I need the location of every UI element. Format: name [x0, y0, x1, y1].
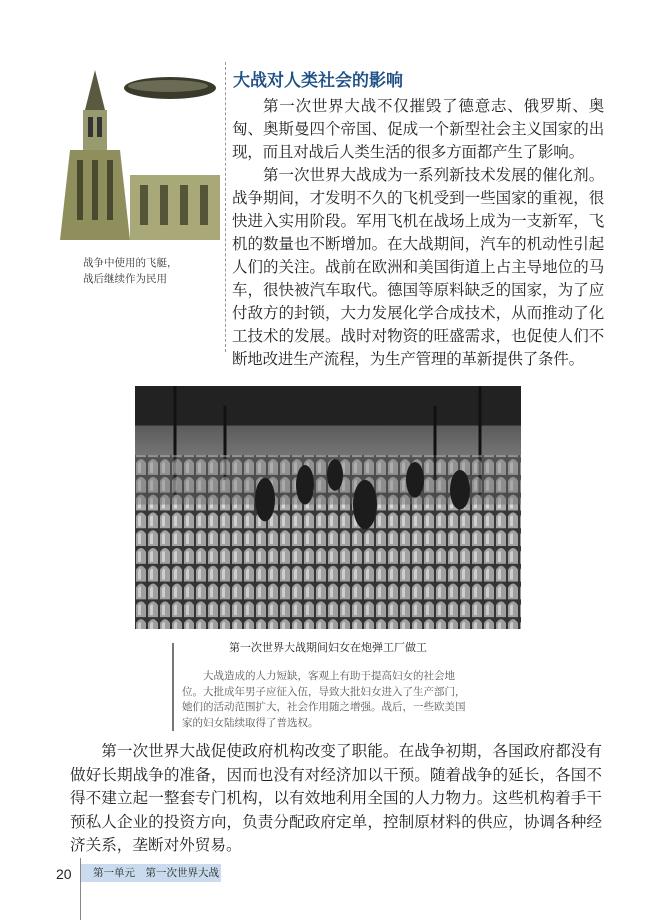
- note-divider: [172, 643, 174, 731]
- paragraph: 第一次世界大战不仅摧毁了德意志、俄罗斯、奥匈、奥斯曼四个帝国、促成一个新型社会主义国家的出现，而且对战后人类生活的很多方面都产生了影响。: [232, 97, 604, 161]
- unit-label: 第一单元 第一次世界大战: [81, 864, 221, 882]
- dashed-divider: [225, 62, 226, 352]
- munitions-factory-photo: [135, 386, 521, 629]
- caption-line: 战后继续作为民用: [83, 274, 167, 285]
- page-number: 20: [56, 866, 72, 882]
- side-note: 大战造成的人力短缺，客观上有助于提高妇女的社会地位。大批成年男子应征入伍，导致大批妇女进入了生产部门，她们的活动范围扩大，社会作用随之增强。战后，一些欧美国家的妇女陆续取得了普选权。: [182, 670, 466, 729]
- airship-photo-caption: [83, 256, 178, 288]
- section-title: 大战对人类社会的影响: [233, 71, 403, 91]
- airship-tower-photo: [55, 55, 220, 240]
- factory-photo-caption: 第一次世界大战期间妇女在炮弹工厂做工: [229, 642, 427, 654]
- paragraph: 第一次世界大战促使政府机构改变了职能。在战争初期，各国政府都没有做好长期战争的准备，因而也没有对经济加以干预。随着战争的延长，各国不得不建立起一整套专门机构，以有效地利用全国的人力物力。这些机构着手干预私人企业的投资方向，负责分配政府定单，控制原材料的供应，协调各种经济关系，垄断对外贸易。: [70, 742, 602, 854]
- bottom-body: [70, 740, 602, 858]
- caption-line: 战争中使用的飞艇，: [83, 258, 178, 269]
- paragraph: 第一次世界大战成为一系列新技术发展的催化剂。战争期间，才发明不久的飞机受到一些国家的重视，很快进入实用阶段。军用飞机在战场上成为一支新军，飞机的数量也不断增加。在大战期间，汽车的机动性引起人们的关注。战前在欧洲和美国街道上占主导地位的马车，很快被汽车取代。德国等原料缺乏的国家，为了应付敌方的封锁，大力发展化学合成技术，从而推动了化工技术的发展。战时对物资的旺盛需求，也促使人们不断地改进生产流程，为生产管理的革新提供了条件。: [232, 166, 604, 368]
- section-body: [232, 95, 604, 371]
